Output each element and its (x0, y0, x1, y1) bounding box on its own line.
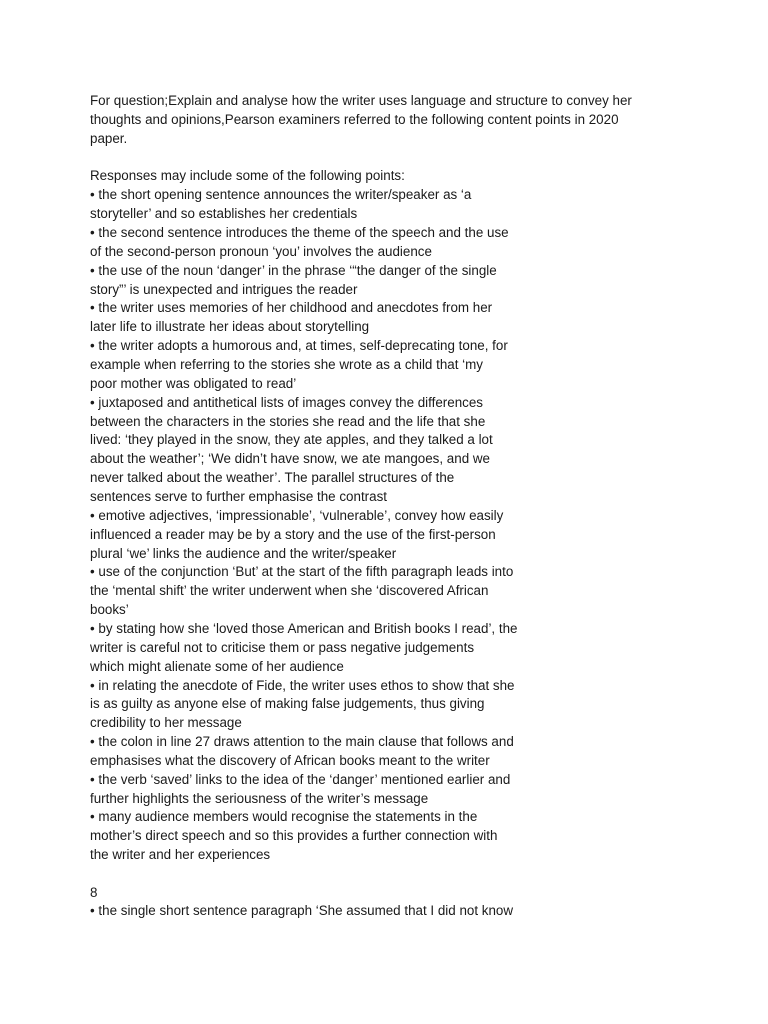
text-line: • by stating how she ‘loved those American and British books I read’, the (90, 621, 518, 636)
text-line: • the use of the noun ‘danger’ in the phrase ‘“the danger of the single (90, 263, 497, 278)
text-line: about the weather’; ‘We didn’t have snow, we ate mangoes, and we (90, 451, 490, 466)
text-line: never talked about the weather’. The parallel structures of the (90, 470, 455, 485)
text-line: • the writer adopts a humorous and, at times, self-deprecating tone, for (90, 338, 508, 353)
text-line: writer is careful not to criticise them or pass negative judgements (90, 640, 475, 655)
text-line: • the writer uses memories of her childhood and anecdotes from her (90, 300, 493, 315)
page-number: 8 (90, 885, 98, 900)
text-line: For question;Explain and analyse how the writer uses language and structure to convey her (90, 93, 632, 108)
text-line: • many audience members would recognise the statements in the (90, 809, 478, 824)
text-line: the ‘mental shift’ the writer underwent when she ‘discovered African (90, 583, 489, 598)
text-line: books’ (90, 602, 129, 617)
text-line: of the second-person pronoun ‘you’ involves the audience (90, 244, 432, 259)
text-line: • the colon in line 27 draws attention to the main clause that follows and (90, 734, 514, 749)
text-line: • juxtaposed and antithetical lists of images convey the differences (90, 395, 483, 410)
text-line: the writer and her experiences (90, 847, 271, 862)
text-line: • the short opening sentence announces the writer/speaker as ‘a (90, 187, 472, 202)
text-line: • the second sentence introduces the theme of the speech and the use (90, 225, 509, 240)
text-line: poor mother was obligated to read’ (90, 376, 297, 391)
text-line: Responses may include some of the following points: (90, 168, 405, 183)
text-line: • the verb ‘saved’ links to the idea of the ‘danger’ mentioned earlier and (90, 772, 511, 787)
text-line: story”’ is unexpected and intrigues the reader (90, 282, 358, 297)
text-line: plural ‘we’ links the audience and the writer/speaker (90, 546, 397, 561)
text-line: thoughts and opinions,Pearson examiners referred to the following content points in 2020 (90, 112, 619, 127)
text-line: paper. (90, 131, 128, 146)
text-line: storyteller’ and so establishes her credentials (90, 206, 358, 221)
text-line: example when referring to the stories she wrote as a child that ‘my (90, 357, 483, 372)
text-line: further highlights the seriousness of the writer’s message (90, 791, 429, 806)
text-line: between the characters in the stories she read and the life that she (90, 414, 486, 429)
text-line: • the single short sentence paragraph ‘She assumed that I did not know (90, 903, 514, 918)
text-line: sentences serve to further emphasise the contrast (90, 489, 387, 504)
text-line: credibility to her message (90, 715, 242, 730)
text-line: is as guilty as anyone else of making false judgements, thus giving (90, 696, 485, 711)
text-line: • emotive adjectives, ‘impressionable’, ‘vulnerable’, convey how easily (90, 508, 504, 523)
text-line: later life to illustrate her ideas about storytelling (90, 319, 370, 334)
text-line: lived: ‘they played in the snow, they ate apples, and they talked a lot (90, 432, 493, 447)
text-line: • in relating the anecdote of Fide, the writer uses ethos to show that she (90, 678, 515, 693)
text-line: • use of the conjunction ‘But’ at the start of the fifth paragraph leads into (90, 564, 514, 579)
text-line: mother’s direct speech and so this provides a further connection with (90, 828, 498, 843)
text-line: which might alienate some of her audience (90, 659, 344, 674)
text-line: emphasises what the discovery of African books meant to the writer (90, 753, 490, 768)
text-line: influenced a reader may be by a story and the use of the first-person (90, 527, 496, 542)
